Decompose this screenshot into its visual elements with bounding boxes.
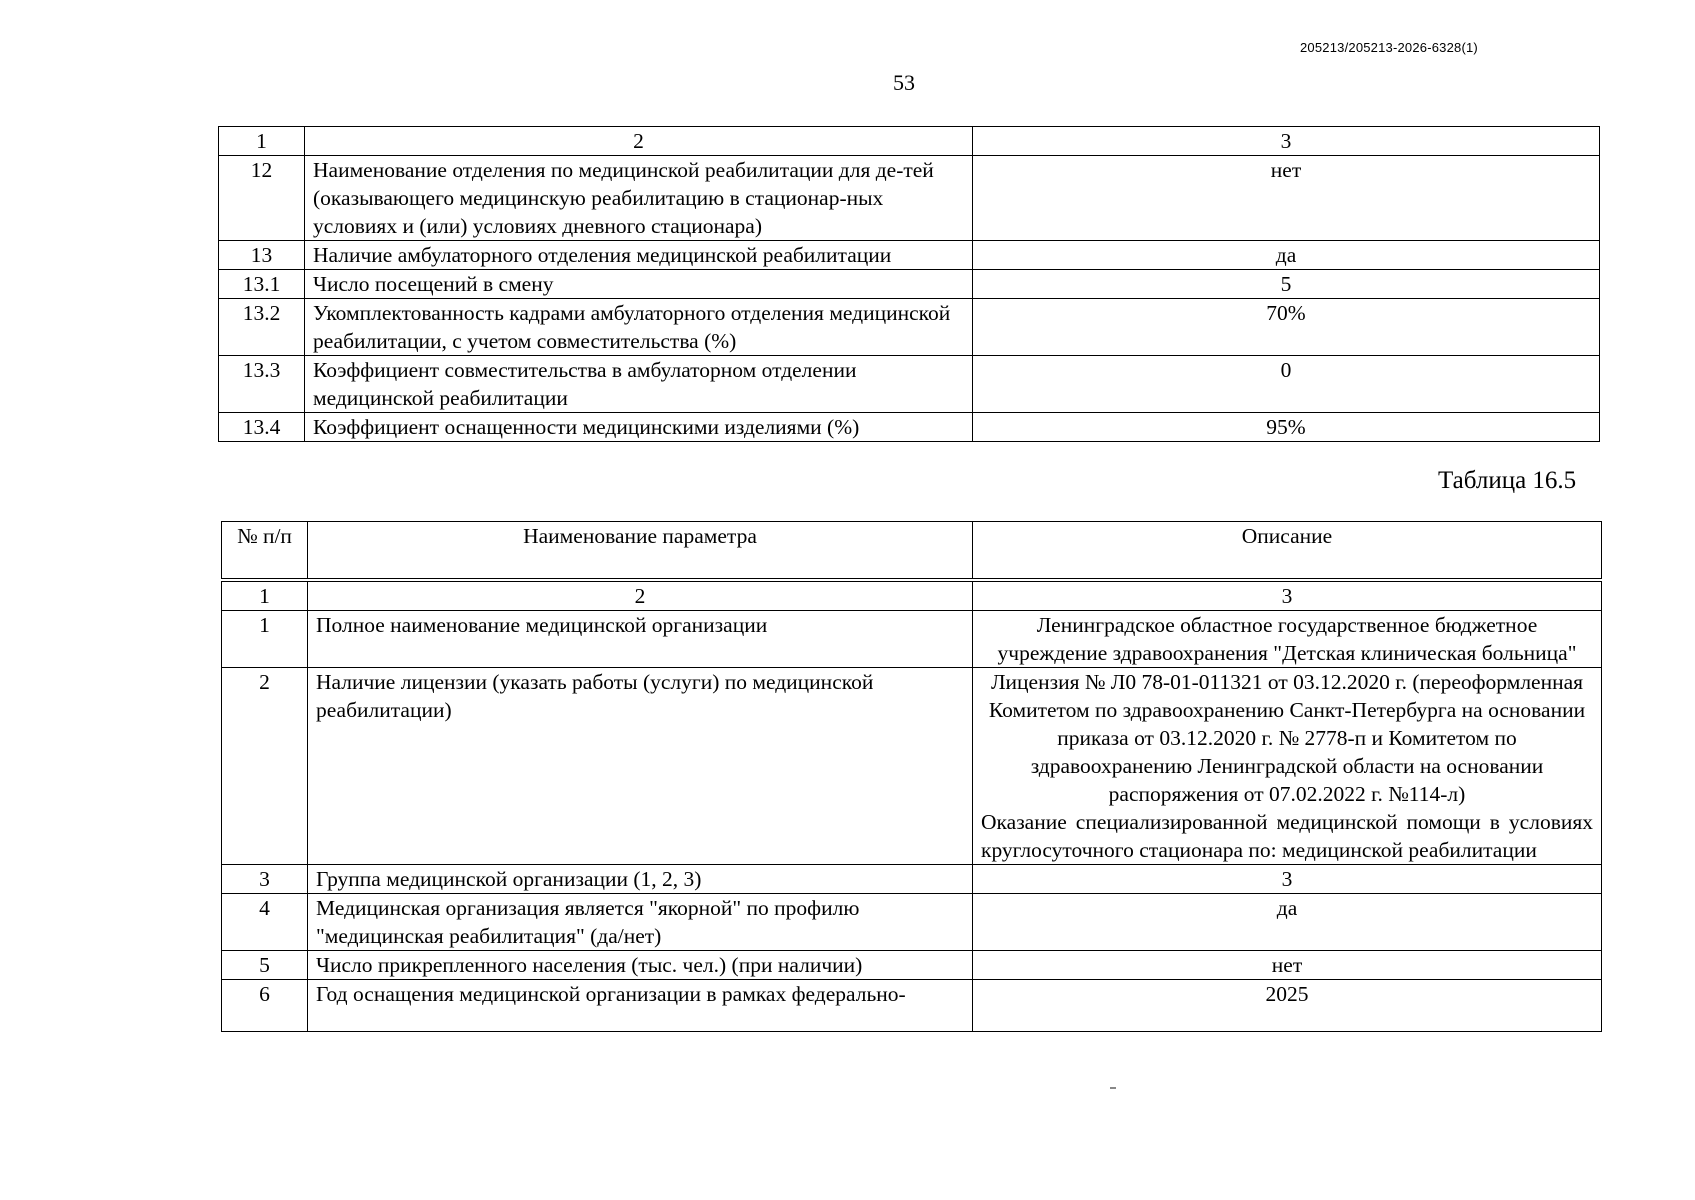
table-row (222, 582, 1602, 611)
row-number-cell: 12 (219, 156, 305, 241)
column-number-cell: 3 (973, 582, 1602, 611)
table-row (222, 668, 1602, 865)
rehab-parameters-table-continued (218, 126, 1600, 442)
parameter-name-cell: Наименование отделения по медицинской реабилитации для де-тей (оказывающего медицинскую реабилитацию в стационар-ных условиях и (или) условиях дневного стационара) (305, 156, 973, 241)
document-id: 205213/205213-2026-6328(1) (1300, 40, 1478, 55)
license-description-cell (973, 668, 1602, 865)
column-number-cell: 3 (973, 127, 1600, 156)
table-caption: Таблица 16.5 (1438, 467, 1577, 494)
parameter-value-cell: 95% (973, 413, 1600, 442)
parameter-value-cell: 0 (973, 356, 1600, 413)
parameter-value-cell: 70% (973, 299, 1600, 356)
parameter-value-cell: да (973, 894, 1602, 951)
license-text: Лицензия № Л0 78-01-011321 от 03.12.2020 г. (переоформленная Комитетом по здравоохранению Санкт-Петербурга на основании приказа от 03.12.2020 г. № 2778-п и Комитетом по здравоохранению Ленинградской области на основании распоряжения от 07.02.2022 г. №114-л) (988, 670, 1586, 806)
table-row (222, 611, 1602, 668)
parameter-name-cell: Число посещений в смену (305, 270, 973, 299)
table-row (219, 270, 1600, 299)
row-number-cell: 13.4 (219, 413, 305, 442)
parameter-name-cell: Коэффициент оснащенности медицинскими изделиями (%) (305, 413, 973, 442)
table-row (222, 865, 1602, 894)
table-row (219, 127, 1600, 156)
column-number-cell: 1 (219, 127, 305, 156)
parameter-value-cell: да (973, 241, 1600, 270)
parameter-name-cell: Год оснащения медицинской организации в рамках федерально- (308, 980, 973, 1032)
table-row (219, 356, 1600, 413)
column-number-cell: 2 (308, 582, 973, 611)
parameter-value-cell: 2025 (973, 980, 1602, 1032)
table-row (219, 413, 1600, 442)
table-row (219, 299, 1600, 356)
row-number-cell: 13.1 (219, 270, 305, 299)
row-number-cell: 6 (222, 980, 308, 1032)
parameter-value-cell: 5 (973, 270, 1600, 299)
header-description-cell: Описание (973, 522, 1602, 579)
row-number-cell: 1 (222, 611, 308, 668)
parameter-value-cell: 3 (973, 865, 1602, 894)
table-header (221, 521, 1602, 579)
table-row (219, 241, 1600, 270)
scan-mark (1110, 1087, 1116, 1089)
parameter-name-cell: Коэффициент совместительства в амбулаторном отделении медицинской реабилитации (305, 356, 973, 413)
header-number-cell: № п/п (222, 522, 308, 579)
column-number-cell: 2 (305, 127, 973, 156)
table-row (222, 980, 1602, 1032)
header-name-cell: Наименование параметра (308, 522, 973, 579)
row-number-cell: 13.3 (219, 356, 305, 413)
table-row (222, 894, 1602, 951)
row-number-cell: 5 (222, 951, 308, 980)
parameter-name-cell: Медицинская организация является "якорной" по профилю "медицинская реабилитация" (да/нет) (308, 894, 973, 951)
row-number-cell: 13.2 (219, 299, 305, 356)
row-number-cell: 13 (219, 241, 305, 270)
parameter-name-cell: Полное наименование медицинской организации (308, 611, 973, 668)
parameter-name-cell: Группа медицинской организации (1, 2, 3) (308, 865, 973, 894)
row-number-cell: 2 (222, 668, 308, 865)
page-number: 53 (893, 70, 915, 95)
row-number-cell: 4 (222, 894, 308, 951)
table-row (219, 156, 1600, 241)
column-number-cell: 1 (222, 582, 308, 611)
header-row (222, 522, 1602, 579)
license-services-text: Оказание специализированной медицинской помощи в условиях круглосуточного стационара по: медицинской реабилитации (981, 810, 1593, 862)
parameter-name-cell: Наличие лицензии (указать работы (услуги) по медицинской реабилитации) (308, 668, 973, 865)
parameter-name-cell: Наличие амбулаторного отделения медицинской реабилитации (305, 241, 973, 270)
parameter-value-cell: Ленинградское областное государственное бюджетное учреждение здравоохранения "Детская клиническая больница" (973, 611, 1602, 668)
parameter-name-cell: Укомплектованность кадрами амбулаторного отделения медицинской реабилитации, с учетом совместительства (%) (305, 299, 973, 356)
parameter-value-cell: нет (973, 951, 1602, 980)
row-number-cell: 3 (222, 865, 308, 894)
parameter-value-cell: нет (973, 156, 1600, 241)
medical-organization-table (221, 581, 1602, 1032)
table-row (222, 951, 1602, 980)
parameter-name-cell: Число прикрепленного населения (тыс. чел.) (при наличии) (308, 951, 973, 980)
